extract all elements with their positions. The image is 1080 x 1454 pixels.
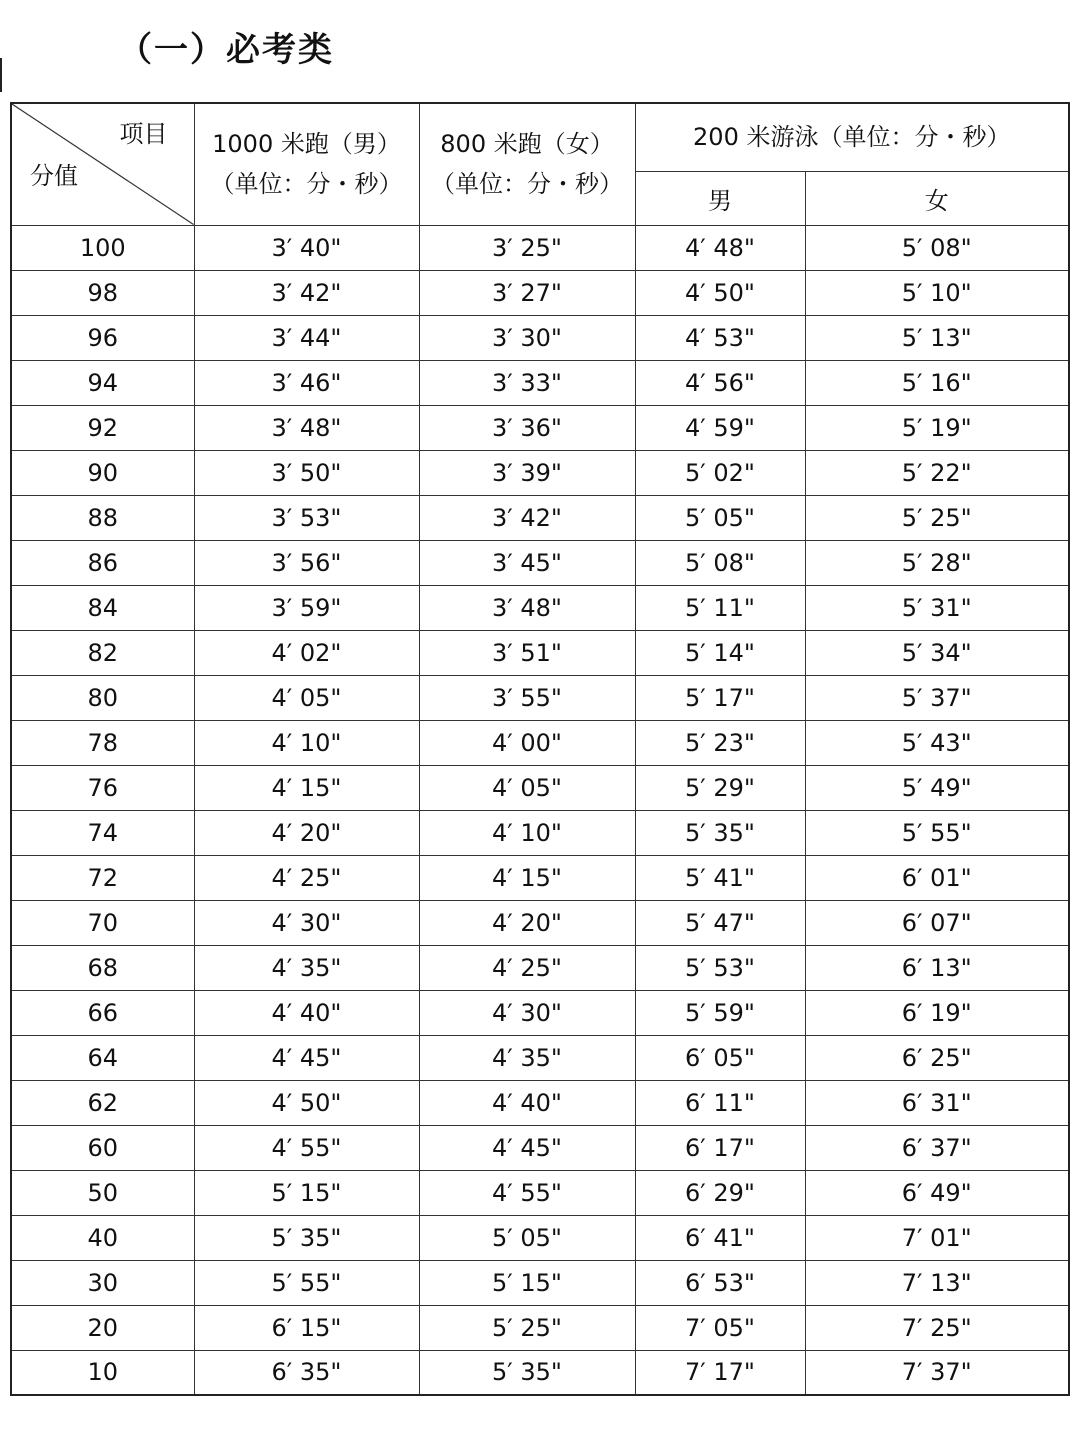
cell-run-800: 3′ 30" [419, 315, 635, 360]
cell-run-800: 4′ 15" [419, 855, 635, 900]
cell-run-800: 4′ 30" [419, 990, 635, 1035]
cell-swim-male: 4′ 48" [635, 225, 805, 270]
cell-run-800: 3′ 36" [419, 405, 635, 450]
cell-score: 10 [11, 1350, 194, 1395]
cell-swim-female: 6′ 37" [805, 1125, 1069, 1170]
header-run-1000-line1: 1000 米跑（男） [212, 130, 401, 159]
cell-score: 78 [11, 720, 194, 765]
section-heading: （一）必考类 [118, 30, 334, 70]
cell-run-800: 3′ 42" [419, 495, 635, 540]
cell-swim-female: 5′ 13" [805, 315, 1069, 360]
table-row [11, 1170, 1069, 1215]
table-row [11, 765, 1069, 810]
cell-swim-male: 5′ 23" [635, 720, 805, 765]
header-run-1000 [194, 103, 419, 225]
cell-run-1000: 5′ 35" [194, 1215, 419, 1260]
cell-run-1000: 3′ 46" [194, 360, 419, 405]
cell-run-1000: 3′ 53" [194, 495, 419, 540]
cell-swim-male: 5′ 14" [635, 630, 805, 675]
cell-swim-female: 5′ 37" [805, 675, 1069, 720]
cell-swim-male: 6′ 41" [635, 1215, 805, 1260]
cell-run-800: 4′ 00" [419, 720, 635, 765]
corner-header-cell [11, 103, 194, 225]
cell-swim-female: 6′ 01" [805, 855, 1069, 900]
cell-swim-male: 6′ 53" [635, 1260, 805, 1305]
cell-run-1000: 4′ 45" [194, 1035, 419, 1080]
table-row [11, 675, 1069, 720]
cell-swim-male: 5′ 05" [635, 495, 805, 540]
cell-score: 98 [11, 270, 194, 315]
cell-swim-male: 6′ 29" [635, 1170, 805, 1215]
cell-score: 68 [11, 945, 194, 990]
cell-swim-female: 7′ 13" [805, 1260, 1069, 1305]
table-row [11, 450, 1069, 495]
cell-score: 94 [11, 360, 194, 405]
cell-run-800: 5′ 15" [419, 1260, 635, 1305]
cell-run-800: 5′ 35" [419, 1350, 635, 1395]
cell-score: 76 [11, 765, 194, 810]
cell-score: 92 [11, 405, 194, 450]
cell-swim-male: 5′ 11" [635, 585, 805, 630]
header-run-800 [419, 103, 635, 225]
cell-run-1000: 6′ 35" [194, 1350, 419, 1395]
cell-swim-male: 5′ 02" [635, 450, 805, 495]
cell-swim-female: 5′ 19" [805, 405, 1069, 450]
cell-run-1000: 3′ 40" [194, 225, 419, 270]
table-row [11, 315, 1069, 360]
cell-swim-female: 7′ 25" [805, 1305, 1069, 1350]
cell-swim-male: 7′ 17" [635, 1350, 805, 1395]
cell-run-1000: 4′ 10" [194, 720, 419, 765]
cell-run-1000: 3′ 44" [194, 315, 419, 360]
cell-run-800: 4′ 40" [419, 1080, 635, 1125]
cell-run-800: 3′ 48" [419, 585, 635, 630]
cell-run-1000: 5′ 15" [194, 1170, 419, 1215]
cell-score: 40 [11, 1215, 194, 1260]
cell-swim-male: 5′ 41" [635, 855, 805, 900]
cell-swim-male: 4′ 53" [635, 315, 805, 360]
table-row [11, 1350, 1069, 1395]
cell-swim-female: 6′ 13" [805, 945, 1069, 990]
corner-item-label: 项目 [119, 120, 168, 148]
header-swim-female: 女 [805, 171, 1069, 225]
cell-score: 64 [11, 1035, 194, 1080]
cell-score: 70 [11, 900, 194, 945]
cell-swim-male: 4′ 56" [635, 360, 805, 405]
cell-swim-female: 5′ 08" [805, 225, 1069, 270]
cell-swim-male: 5′ 53" [635, 945, 805, 990]
cell-run-1000: 3′ 50" [194, 450, 419, 495]
cell-swim-female: 5′ 10" [805, 270, 1069, 315]
cell-score: 80 [11, 675, 194, 720]
cell-run-800: 4′ 35" [419, 1035, 635, 1080]
cell-swim-female: 6′ 31" [805, 1080, 1069, 1125]
cell-score: 96 [11, 315, 194, 360]
cell-run-800: 4′ 25" [419, 945, 635, 990]
table-row [11, 630, 1069, 675]
cell-swim-female: 5′ 28" [805, 540, 1069, 585]
cell-swim-male: 5′ 17" [635, 675, 805, 720]
cell-swim-female: 5′ 25" [805, 495, 1069, 540]
cell-run-800: 4′ 10" [419, 810, 635, 855]
header-run-800-line1: 800 米跑（女） [440, 130, 614, 159]
cell-score: 50 [11, 1170, 194, 1215]
cell-run-800: 3′ 55" [419, 675, 635, 720]
cell-run-800: 3′ 33" [419, 360, 635, 405]
cell-swim-female: 7′ 01" [805, 1215, 1069, 1260]
cell-run-1000: 4′ 40" [194, 990, 419, 1035]
cell-run-1000: 4′ 30" [194, 900, 419, 945]
cell-swim-male: 4′ 50" [635, 270, 805, 315]
cell-swim-female: 5′ 55" [805, 810, 1069, 855]
table-row [11, 225, 1069, 270]
cell-swim-male: 5′ 35" [635, 810, 805, 855]
table-row [11, 720, 1069, 765]
header-swim-200: 200 米游泳（单位：分・秒） [635, 103, 1069, 171]
cell-run-1000: 4′ 02" [194, 630, 419, 675]
table-row [11, 1305, 1069, 1350]
cell-run-800: 3′ 27" [419, 270, 635, 315]
cell-run-1000: 4′ 05" [194, 675, 419, 720]
cell-swim-female: 5′ 49" [805, 765, 1069, 810]
cell-run-1000: 4′ 35" [194, 945, 419, 990]
corner-score-label: 分值 [30, 162, 78, 190]
cell-run-1000: 3′ 42" [194, 270, 419, 315]
cell-score: 66 [11, 990, 194, 1035]
cell-score: 62 [11, 1080, 194, 1125]
cell-swim-female: 6′ 19" [805, 990, 1069, 1035]
cell-swim-female: 5′ 34" [805, 630, 1069, 675]
header-run-800-line2: （单位：分・秒） [431, 170, 623, 199]
cell-run-800: 4′ 20" [419, 900, 635, 945]
cell-score: 60 [11, 1125, 194, 1170]
cell-swim-male: 5′ 08" [635, 540, 805, 585]
cell-score: 100 [11, 225, 194, 270]
table-row [11, 1035, 1069, 1080]
table-row [11, 540, 1069, 585]
cell-run-800: 4′ 05" [419, 765, 635, 810]
table-row [11, 1125, 1069, 1170]
table-row [11, 855, 1069, 900]
cell-swim-female: 5′ 22" [805, 450, 1069, 495]
table-row [11, 810, 1069, 855]
table-row [11, 990, 1069, 1035]
score-table [10, 102, 1070, 1396]
cell-run-800: 4′ 55" [419, 1170, 635, 1215]
cell-score: 72 [11, 855, 194, 900]
cell-run-1000: 4′ 50" [194, 1080, 419, 1125]
cell-score: 88 [11, 495, 194, 540]
cell-run-1000: 3′ 59" [194, 585, 419, 630]
cell-score: 84 [11, 585, 194, 630]
cell-score: 74 [11, 810, 194, 855]
cell-swim-male: 4′ 59" [635, 405, 805, 450]
cell-score: 86 [11, 540, 194, 585]
table-row [11, 1260, 1069, 1305]
cell-run-800: 5′ 05" [419, 1215, 635, 1260]
cell-swim-male: 5′ 47" [635, 900, 805, 945]
cell-swim-female: 5′ 31" [805, 585, 1069, 630]
cell-score: 20 [11, 1305, 194, 1350]
table-row [11, 945, 1069, 990]
cell-swim-female: 5′ 43" [805, 720, 1069, 765]
margin-mark [0, 58, 2, 92]
cell-run-800: 3′ 39" [419, 450, 635, 495]
table-row [11, 360, 1069, 405]
cell-swim-male: 6′ 05" [635, 1035, 805, 1080]
cell-score: 82 [11, 630, 194, 675]
cell-run-1000: 6′ 15" [194, 1305, 419, 1350]
cell-swim-male: 5′ 29" [635, 765, 805, 810]
cell-swim-female: 5′ 16" [805, 360, 1069, 405]
cell-score: 90 [11, 450, 194, 495]
cell-swim-female: 7′ 37" [805, 1350, 1069, 1395]
table-row [11, 1080, 1069, 1125]
cell-run-1000: 3′ 56" [194, 540, 419, 585]
table-row [11, 900, 1069, 945]
table-row [11, 1215, 1069, 1260]
cell-run-800: 3′ 51" [419, 630, 635, 675]
cell-run-800: 4′ 45" [419, 1125, 635, 1170]
cell-swim-male: 7′ 05" [635, 1305, 805, 1350]
table-row [11, 495, 1069, 540]
cell-run-1000: 4′ 25" [194, 855, 419, 900]
cell-swim-male: 6′ 11" [635, 1080, 805, 1125]
cell-run-800: 3′ 45" [419, 540, 635, 585]
cell-swim-male: 5′ 59" [635, 990, 805, 1035]
table-row [11, 405, 1069, 450]
cell-run-1000: 4′ 15" [194, 765, 419, 810]
table-row [11, 270, 1069, 315]
cell-swim-male: 6′ 17" [635, 1125, 805, 1170]
cell-run-800: 5′ 25" [419, 1305, 635, 1350]
header-run-1000-line2: （单位：分・秒） [210, 170, 403, 199]
cell-run-1000: 5′ 55" [194, 1260, 419, 1305]
cell-swim-female: 6′ 25" [805, 1035, 1069, 1080]
header-swim-male: 男 [635, 171, 805, 225]
cell-run-1000: 3′ 48" [194, 405, 419, 450]
cell-swim-female: 6′ 07" [805, 900, 1069, 945]
cell-run-800: 3′ 25" [419, 225, 635, 270]
table-row [11, 585, 1069, 630]
cell-score: 30 [11, 1260, 194, 1305]
cell-run-1000: 4′ 55" [194, 1125, 419, 1170]
score-rows [11, 225, 1069, 1395]
cell-swim-female: 6′ 49" [805, 1170, 1069, 1215]
cell-run-1000: 4′ 20" [194, 810, 419, 855]
